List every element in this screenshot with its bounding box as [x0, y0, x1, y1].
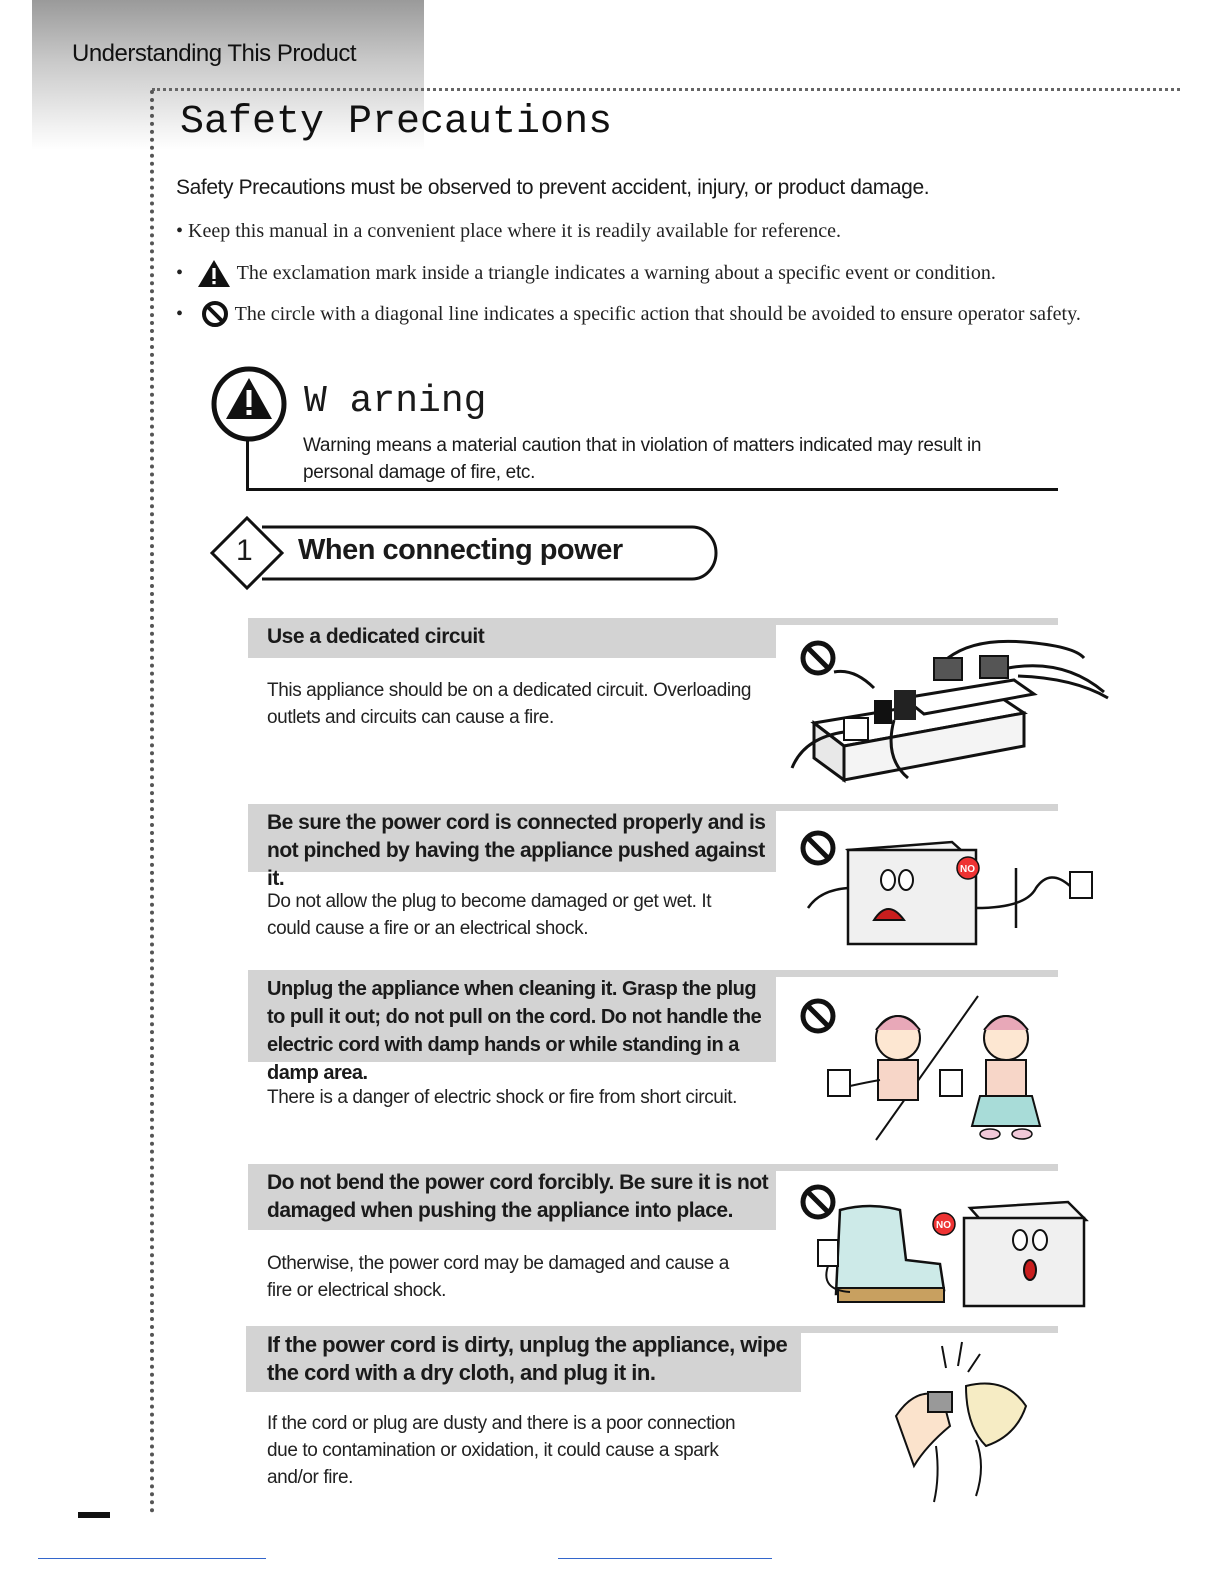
dotted-rule-left	[150, 90, 154, 1514]
bullet-prohibited-symbol	[176, 299, 1081, 329]
unplug-comparison-illustration	[820, 990, 1070, 1146]
card-heading: Unplug the appliance when cleaning it. Grasp the plug to pull it out; do not pull on the cord. Do not handle the electric cord with damp hands or while standing in a damp area.	[248, 970, 776, 1062]
section-label: Understanding This Product	[72, 40, 357, 67]
bullet-warning-symbol	[176, 258, 996, 288]
footer-link-line	[38, 1558, 266, 1559]
card-strip	[801, 1326, 1058, 1333]
dotted-rule-top	[152, 88, 1180, 91]
warning-stem-line	[246, 438, 249, 490]
card-strip	[776, 1164, 1058, 1171]
no-badge: NO	[960, 864, 975, 875]
warning-text: Warning means a material caution that in violation of matters indicated may result in personal damage of fire, etc.	[303, 435, 982, 483]
appliance-pushed-illustration	[810, 1190, 1106, 1310]
card-strip	[776, 970, 1058, 977]
wiping-cord-illustration	[876, 1336, 1056, 1506]
pinched-cord-illustration	[800, 828, 1110, 954]
card-strip	[776, 804, 1058, 811]
warning-triangle-icon	[196, 258, 232, 288]
card-body: There is a danger of electric shock or fire from short circuit.	[267, 1087, 738, 1108]
section-title: When connecting power	[298, 534, 623, 566]
card-body: If the cord or plug are dusty and there is a poor connection due to contamination or oxidation, it could cause a spark and/or fire.	[267, 1413, 736, 1488]
card-body: Do not allow the plug to become damaged or get wet. It could cause a fire or an electrical shock.	[267, 891, 712, 939]
card-heading: Be sure the power cord is connected properly and is not pinched by having the appliance pushed against it.	[248, 804, 776, 872]
power-strip-illustration	[784, 628, 1114, 788]
warning-rule	[246, 488, 1058, 491]
bullet-dot: •	[176, 303, 184, 325]
card-body: Otherwise, the power cord may be damaged and cause a fire or electrical shock.	[267, 1253, 729, 1301]
card-heading: Use a dedicated circuit	[248, 618, 776, 658]
page-number-mark	[78, 1512, 110, 1518]
no-badge: NO	[936, 1220, 951, 1231]
card-heading: If the power cord is dirty, unplug the appliance, wipe the cord with a dry cloth, and plug it in.	[246, 1326, 801, 1392]
intro-text: Safety Precautions must be observed to prevent accident, injury, or product damage.	[176, 176, 930, 199]
card-heading: Do not bend the power cord forcibly. Be sure it is not damaged when pushing the appliance into place.	[248, 1164, 776, 1230]
warning-circle-icon	[208, 364, 290, 446]
section-number: 1	[236, 534, 253, 567]
card-strip	[776, 618, 1058, 625]
bullet-warning-text: The exclamation mark inside a triangle indicates a warning about a specific event or condition.	[236, 262, 996, 284]
warning-title: W arning	[304, 380, 487, 423]
card-body: This appliance should be on a dedicated circuit. Overloading outlets and circuits can cause a fire.	[267, 680, 752, 728]
bullet-dot: •	[176, 262, 184, 284]
bullet-prohibited-text: The circle with a diagonal line indicates a specific action that should be avoided to ensure operator safety.	[234, 303, 1081, 325]
page-title: Safety Precautions	[180, 100, 613, 145]
footer-link-line	[558, 1558, 772, 1559]
bullet-reference: • Keep this manual in a convenient place where it is readily available for reference.	[176, 220, 842, 242]
prohibited-icon	[200, 299, 230, 329]
